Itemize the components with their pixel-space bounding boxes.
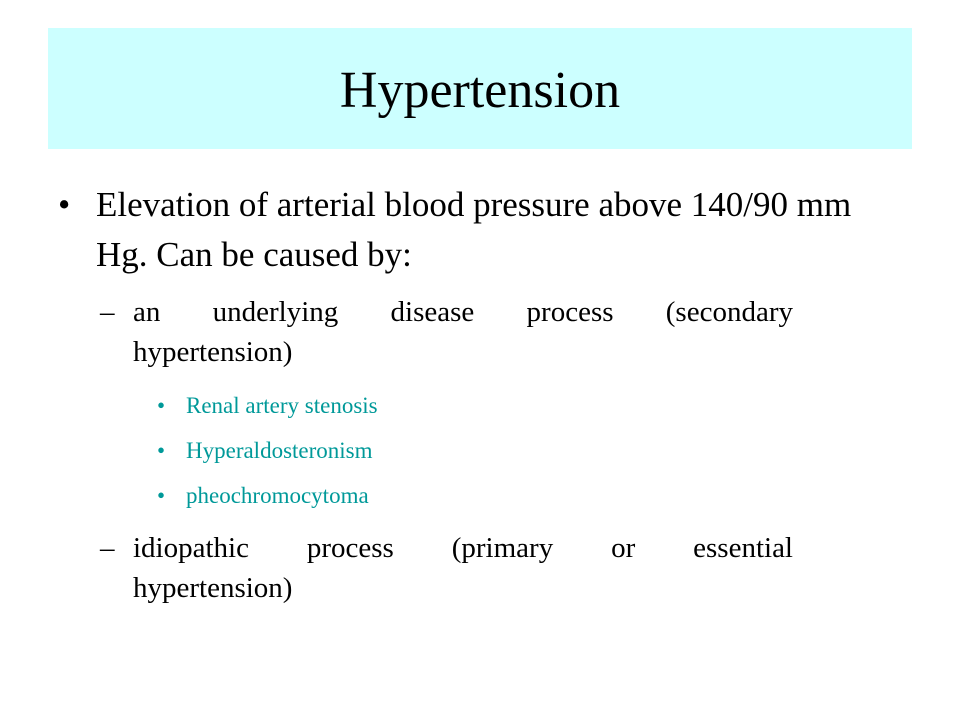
sub-bullet-line1: idiopathic process (primary or essential — [133, 532, 793, 564]
sub-sub-bullet-text: Hyperaldosteronism — [186, 438, 373, 463]
bullet-dot-icon: • — [58, 185, 71, 224]
sub-sub-bullet — [0, 391, 378, 421]
sub-sub-bullet — [0, 481, 369, 511]
sub-sub-bullet — [0, 436, 373, 466]
sub-bullet-secondary — [0, 292, 803, 372]
bullet-text: Elevation of arterial blood pressure above 140/90 mm Hg. Can be caused by: — [96, 185, 852, 274]
bullet-dot-icon: • — [157, 393, 166, 418]
sub-sub-bullet-text: pheochromocytoma — [186, 483, 369, 508]
sub-sub-bullet-text: Renal artery stenosis — [186, 393, 378, 418]
bullet-dot-icon: • — [157, 483, 166, 508]
sub-bullet-text — [133, 292, 803, 372]
slide-title: Hypertension — [339, 61, 621, 119]
sub-bullet-line2: hypertension) — [133, 336, 293, 368]
sub-bullet-primary — [0, 528, 803, 608]
dash-icon: – — [100, 296, 115, 328]
bullet-level1 — [58, 180, 876, 280]
sub-bullet-text — [133, 528, 803, 608]
sub-bullet-line2: hypertension) — [133, 572, 293, 604]
bullet-dot-icon: • — [157, 438, 166, 463]
dash-icon: – — [100, 532, 115, 564]
sub-bullet-line1: an underlying disease process (secondary — [133, 296, 793, 328]
